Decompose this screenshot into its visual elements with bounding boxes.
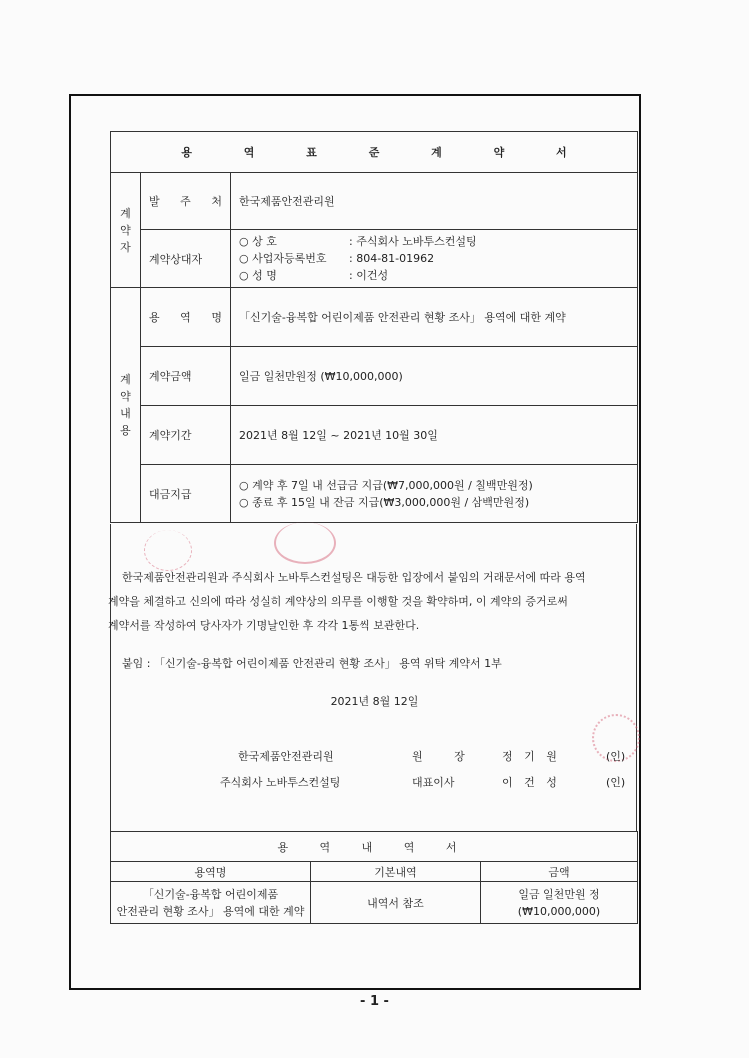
client-value: 한국제품안전관리원 [231,173,638,230]
payment-line: ○ 종료 후 15일 내 잔금 지급(₩3,000,000원 / 삼백만원정) [239,495,530,509]
service-name-value: 「신기술-융복합 어린이제품 안전관리 현황 조사」 용역에 대한 계약 [231,288,638,347]
period-label: 계약기간 [141,406,231,465]
signatory-org: 한국제품안전관리원 [238,750,334,763]
signatory-org: 주식회사 노바투스컨설팅 [220,776,341,789]
service-details-table [110,831,638,924]
contract-date: 2021년 8월 12일 [330,695,419,708]
service-amount-cell: 일금 일천만원 정 (₩10,000,000) [481,882,638,924]
signatory-title: 대표이사 [412,776,455,789]
service-table-title: 용 역 내 역 서 [111,832,638,862]
contractor-line: ○ 성 명 : 이건성 [239,269,389,282]
service-name-cell: 「신기술-융복합 어린이제품 안전관리 현황 조사」 용역에 대한 계약 [111,882,311,924]
section-content-label: 계 약 내 용 [111,288,141,523]
seal-stamp [274,522,336,564]
client-label: 발 주 처 [141,173,231,230]
payment-details [231,465,638,523]
contractor-label: 계약상대자 [141,230,231,288]
service-table-header: 용역명 [111,862,311,882]
seal-stamp [144,530,192,571]
service-table-header: 기본내역 [311,862,481,882]
section-party-label: 계 약 자 [111,173,141,288]
attachment-note: 붙임 : 「신기술-융복합 어린이제품 안전관리 현황 조사」 용역 위탁 계약서 1부 [122,657,502,670]
contractor-line: ○ 상 호 : 주식회사 노바투스컨설팅 [239,235,477,248]
contractor-line: ○ 사업자등록번호 : 804-81-01962 [239,252,435,265]
agreement-paragraph [108,566,640,590]
contractor-details [231,230,638,288]
payment-label: 대금지급 [141,465,231,523]
page-number: - 1 - [360,994,389,1009]
document-title: 용 역 표 준 계 약 서 [111,132,638,173]
service-table-header: 금액 [481,862,638,882]
signatory-title: 원 장 [412,750,479,763]
amount-label: 계약금액 [141,347,231,406]
service-name-label: 용 역 명 [141,288,231,347]
amount-value: 일금 일천만원정 (₩10,000,000) [231,347,638,406]
paragraph-line: 계약을 체결하고 신의에 따라 성실히 계약상의 의무를 이행할 것을 확약하며, 이 계약의 증거로써 [108,595,568,608]
agreement-paragraph-cont [108,590,640,638]
signatory-seal-mark: (인) [606,776,626,789]
contract-table [110,131,638,523]
payment-line: ○ 계약 후 7일 내 선급금 지급(₩7,000,000원 / 칠백만원정) [239,478,533,492]
period-value: 2021년 8월 12일 ~ 2021년 10월 30일 [231,406,638,465]
signatory-name: 이 건 성 [502,776,561,789]
paragraph-line: 계약서를 작성하여 당사자가 기명날인한 후 각각 1통씩 보관한다. [108,619,420,632]
signatory-seal-mark: (인) [606,750,626,763]
service-detail-cell: 내역서 참조 [311,882,481,924]
signatory-name: 정 기 원 [502,750,561,763]
paragraph-line: 한국제품안전관리원과 주식회사 노바투스컨설팅은 대등한 입장에서 붙임의 거래문서에 따라 용역 [122,571,586,584]
